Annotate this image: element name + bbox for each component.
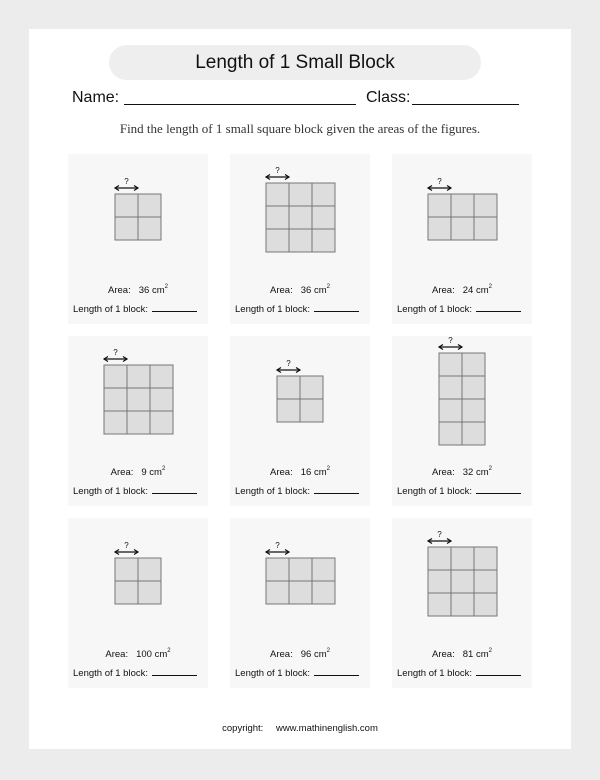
small-block [104, 365, 127, 388]
worksheet-title: Length of 1 Small Block [109, 45, 481, 80]
area-value: 96 [300, 649, 312, 660]
length-label: Length of 1 block: [73, 486, 148, 497]
unknown-length-mark: ? [437, 530, 442, 539]
small-block [428, 217, 451, 240]
area-label: Area: [110, 467, 134, 478]
small-block [312, 183, 335, 206]
area-unit-power: 2 [488, 466, 492, 472]
length-answer-blank[interactable] [314, 303, 359, 312]
length-label: Length of 1 block: [235, 486, 310, 497]
area-text [392, 648, 532, 660]
small-block [439, 376, 462, 399]
problem-card [230, 518, 370, 688]
area-unit-power: 2 [488, 284, 492, 290]
small-block [289, 229, 312, 252]
area-unit: cm [311, 649, 327, 660]
area-value: 100 [136, 649, 152, 660]
small-block [474, 194, 497, 217]
area-text [230, 284, 370, 296]
small-block [127, 411, 150, 434]
block-figure [68, 518, 208, 643]
length-label: Length of 1 block: [397, 668, 472, 679]
area-unit: cm [473, 649, 489, 660]
copyright-url: www.mathinenglish.com [275, 723, 378, 734]
unknown-length-mark: ? [124, 177, 129, 186]
small-block [266, 558, 289, 581]
area-value: 32 [462, 467, 474, 478]
area-value: 36 [300, 285, 312, 296]
small-block [439, 422, 462, 445]
length-answer-row [235, 303, 370, 315]
small-block [289, 206, 312, 229]
area-text [230, 648, 370, 660]
area-unit-power: 2 [167, 648, 171, 654]
area-unit-power: 2 [161, 466, 166, 472]
small-block [474, 217, 497, 240]
small-block [115, 581, 138, 604]
block-figure [68, 154, 208, 279]
small-block [300, 399, 323, 422]
area-label: Area: [432, 467, 455, 478]
area-value: 24 [462, 285, 474, 296]
length-label: Length of 1 block: [397, 486, 472, 497]
length-label: Length of 1 block: [235, 668, 310, 679]
length-answer-blank[interactable] [476, 485, 521, 494]
area-label: Area: [270, 649, 293, 660]
small-block [127, 365, 150, 388]
length-answer-row [235, 667, 370, 679]
area-text [68, 466, 208, 478]
small-block [289, 558, 312, 581]
small-block [266, 206, 289, 229]
length-label: Length of 1 block: [397, 304, 472, 315]
measure-arrow-icon [428, 539, 451, 544]
problem-card [392, 336, 532, 506]
area-unit: cm [149, 285, 165, 296]
measure-arrow-icon [115, 186, 138, 191]
unknown-length-mark: ? [275, 166, 280, 175]
class-label: Class: [366, 89, 411, 106]
small-block [428, 570, 451, 593]
small-block [266, 229, 289, 252]
small-block [277, 399, 300, 422]
length-answer-row [397, 485, 532, 497]
small-block [115, 217, 138, 240]
small-block [312, 581, 335, 604]
area-unit: cm [311, 467, 327, 478]
small-block [289, 183, 312, 206]
small-block [115, 558, 138, 581]
small-block [462, 353, 485, 376]
small-block [127, 388, 150, 411]
measure-arrow-icon [104, 357, 127, 362]
problem-card [68, 336, 208, 506]
area-unit-power: 2 [488, 648, 492, 654]
area-unit: cm [146, 467, 162, 478]
length-answer-blank[interactable] [152, 485, 197, 494]
small-block [451, 217, 474, 240]
problem-card [392, 518, 532, 688]
area-unit-power: 2 [326, 284, 330, 290]
measure-arrow-icon [439, 345, 462, 350]
small-block [150, 388, 173, 411]
small-block [277, 376, 300, 399]
small-block [474, 570, 497, 593]
small-block [462, 422, 485, 445]
area-text [230, 466, 370, 478]
area-unit-power: 2 [326, 648, 330, 654]
measure-arrow-icon [428, 186, 451, 191]
small-block [451, 593, 474, 616]
problem-card [68, 154, 208, 324]
area-unit: cm [151, 649, 168, 660]
area-value: 81 [462, 649, 474, 660]
unknown-length-mark: ? [437, 177, 442, 186]
measure-arrow-icon [277, 368, 300, 373]
measure-arrow-icon [266, 175, 289, 180]
small-block [312, 558, 335, 581]
small-block [474, 593, 497, 616]
small-block [104, 411, 127, 434]
copyright-label: copyright: [222, 723, 264, 734]
block-figure [392, 518, 532, 643]
length-answer-row [73, 485, 208, 497]
small-block [312, 229, 335, 252]
small-block [451, 547, 474, 570]
name-blank[interactable] [124, 104, 356, 105]
small-block [474, 547, 497, 570]
length-answer-row [235, 485, 370, 497]
length-answer-blank[interactable] [152, 667, 197, 676]
small-block [150, 411, 173, 434]
small-block [462, 376, 485, 399]
area-unit-power: 2 [164, 284, 168, 290]
small-block [266, 183, 289, 206]
area-value: 16 [300, 467, 312, 478]
problem-card [68, 518, 208, 688]
area-unit: cm [311, 285, 327, 296]
length-label: Length of 1 block: [73, 668, 148, 679]
problem-card [392, 154, 532, 324]
unknown-length-mark: ? [286, 359, 291, 368]
small-block [138, 194, 161, 217]
area-text [392, 284, 532, 296]
area-label: Area: [105, 649, 129, 660]
length-answer-blank[interactable] [314, 485, 359, 494]
measure-arrow-icon [115, 550, 138, 555]
length-label: Length of 1 block: [235, 304, 310, 315]
block-figure [230, 518, 370, 643]
length-answer-row [397, 303, 532, 315]
area-label: Area: [432, 285, 455, 296]
area-unit: cm [473, 285, 489, 296]
small-block [138, 581, 161, 604]
block-figure [392, 336, 532, 461]
instructions: Find the length of 1 small square block given the areas of the figures. [119, 121, 481, 136]
length-answer-blank[interactable] [476, 667, 521, 676]
area-text [68, 284, 208, 296]
area-label: Area: [432, 649, 455, 660]
area-label: Area: [108, 285, 131, 296]
small-block [150, 365, 173, 388]
block-figure [230, 154, 370, 279]
name-label: Name: [72, 89, 120, 106]
problem-card [230, 336, 370, 506]
block-figure [230, 336, 370, 461]
area-value: 9 [141, 467, 147, 478]
area-label: Area: [270, 285, 293, 296]
length-answer-blank[interactable] [314, 667, 359, 676]
length-answer-blank[interactable] [152, 303, 197, 312]
area-label: Area: [270, 467, 293, 478]
small-block [428, 547, 451, 570]
worksheet [29, 29, 571, 749]
unknown-length-mark: ? [113, 348, 118, 357]
small-block [428, 194, 451, 217]
name-class-row [72, 87, 532, 109]
small-block [138, 558, 161, 581]
length-label: Length of 1 block: [73, 304, 148, 315]
small-block [451, 194, 474, 217]
small-block [289, 581, 312, 604]
area-unit: cm [473, 467, 489, 478]
measure-arrow-icon [266, 550, 289, 555]
small-block [312, 206, 335, 229]
small-block [462, 399, 485, 422]
block-figure [68, 336, 208, 461]
footer [29, 723, 571, 734]
area-text [68, 648, 208, 660]
length-answer-blank[interactable] [476, 303, 521, 312]
small-block [266, 581, 289, 604]
length-answer-row [73, 667, 208, 679]
small-block [439, 353, 462, 376]
small-block [104, 388, 127, 411]
unknown-length-mark: ? [124, 541, 129, 550]
area-text [392, 466, 532, 478]
small-block [439, 399, 462, 422]
unknown-length-mark: ? [448, 336, 453, 345]
unknown-length-mark: ? [275, 541, 280, 550]
length-answer-row [73, 303, 208, 315]
problem-card [230, 154, 370, 324]
area-value: 36 [138, 285, 150, 296]
class-blank[interactable] [412, 104, 519, 105]
small-block [428, 593, 451, 616]
small-block [115, 194, 138, 217]
length-answer-row [397, 667, 532, 679]
block-figure [392, 154, 532, 279]
area-unit-power: 2 [326, 466, 330, 472]
small-block [138, 217, 161, 240]
small-block [451, 570, 474, 593]
small-block [300, 376, 323, 399]
